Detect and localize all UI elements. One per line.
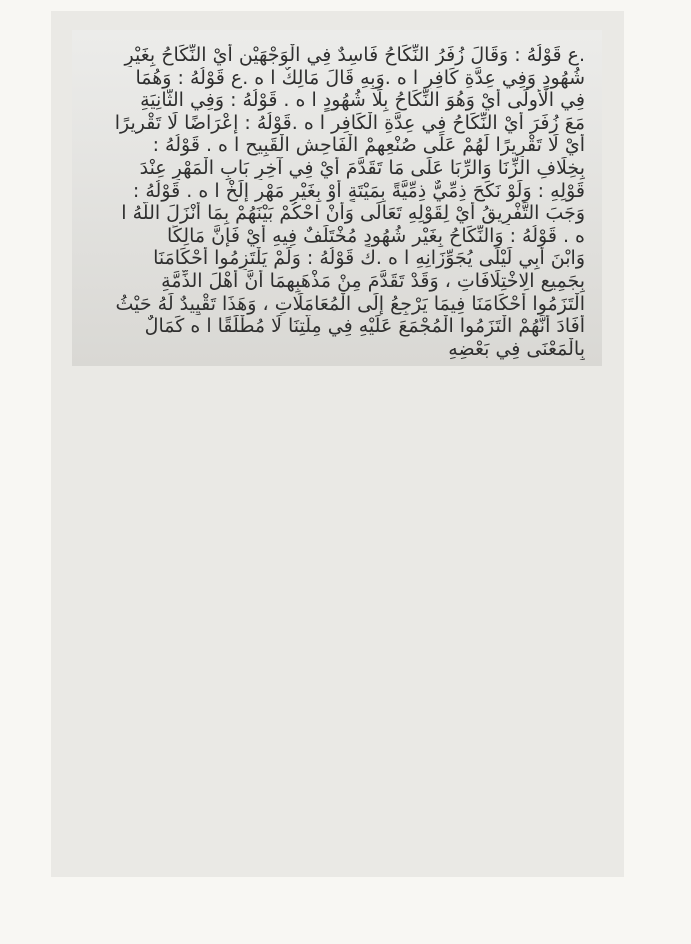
arabic-paragraph [89, 44, 585, 360]
text-line-14: بِالْمَعْنَى فِي بَعْضِهِ [448, 337, 585, 360]
text-line-5: أَيْ لَا تَقْرِيرًا لَهُمْ عَلَى صُنْعِهِمْ الْفَاحِشِ الْقَبِيحِ ا ه . قَوْلُهُ : [152, 134, 585, 157]
text-line-2: شُهُودٍ وَفِي عِدَّةِ كَافِرٍ ا ه .وَبِهِ قَالَ مَالِكٌ ا ه .ع قَوْلُهُ : وَهُمَا [135, 66, 585, 89]
text-line-13: أَفَادَ أَنَّهُمْ الْتَزَمُوا الْمُجْمَعَ عَلَيْهِ فِي مِلَّتِنَا لَا مُطْلَقًا ا ه كَمَالٌ [144, 315, 585, 338]
text-line-3: فِي الْأُولَى أَيْ وَهُوَ النِّكَاحُ بِلَا شُهُودٍ ا ه . قَوْلُهُ : وَفِي الثَّانِيَةِ [140, 89, 585, 112]
text-line-4: مَعَ زُفَرَ أَيْ النِّكَاحُ فِي عِدَّةِ الْكَافِرِ ا ه .قَوْلُهُ : إعْرَاضًا لَا تَقْرِيرًا [114, 111, 585, 134]
page-sheet [51, 11, 624, 877]
text-line-9: ه . قَوْلُهُ : وَالنِّكَاحُ بِغَيْرِ شُهُودٍ مُخْتَلَفٌ فِيهِ أَيْ فَإِنَّ مَالِكًا [167, 224, 585, 247]
text-line-10: وَابْنَ أَبِي لَيْلَى يُجَوِّزَانِهِ ا ه .ك قَوْلُهُ : وَلَمْ يَلْتَزِمُوا أَحْكَامَنَا [153, 247, 585, 270]
text-line-6: بِخِلَافِ الزِّنَا وَالرِّبَا عَلَى مَا تَقَدَّمَ أَيْ فِي آخِرِ بَابِ الْمَهْرِ عِنْدَ [139, 156, 585, 179]
text-line-8: وَجَبَ التَّفْرِيقُ أَيْ لِقَوْلِهِ تَعَالَى وَأَنْ احْكُمْ بَيْنَهُمْ بِمَا أَنْزَلَ اللَّهُ ا [121, 202, 585, 225]
text-line-1: .ع قَوْلُهُ : وَقَالَ زُفَرُ النِّكَاحُ فَاسِدٌ فِي الْوَجْهَيْنِ أَيْ النِّكَاحُ بِغَيْرِ [124, 44, 585, 66]
text-line-12: الْتَزَمُوا أَحْكَامَنَا فِيمَا يَرْجِعُ إلَى الْمُعَامَلَاتِ ، وَهَذَا تَقْيِيدٌ لَهُ حَيْثُ [115, 292, 585, 315]
text-line-7: قَوْلِهِ : وَلَوْ نَكَحَ ذِمِّيٌّ ذِمِّيَّةً بِمَيْتَةٍ أَوْ بِغَيْرِ مَهْرٍ إلَخْ ا ه . قَوْلُهُ : [132, 179, 585, 202]
text-line-11: بِجَمِيعِ الِاخْتِلَافَاتِ ، وَقَدْ تَقَدَّمَ مِنْ مَذْهَبِهِمَا أَنَّ أَهْلَ الذِّمَّةِ [161, 269, 585, 292]
text-block [72, 30, 602, 366]
